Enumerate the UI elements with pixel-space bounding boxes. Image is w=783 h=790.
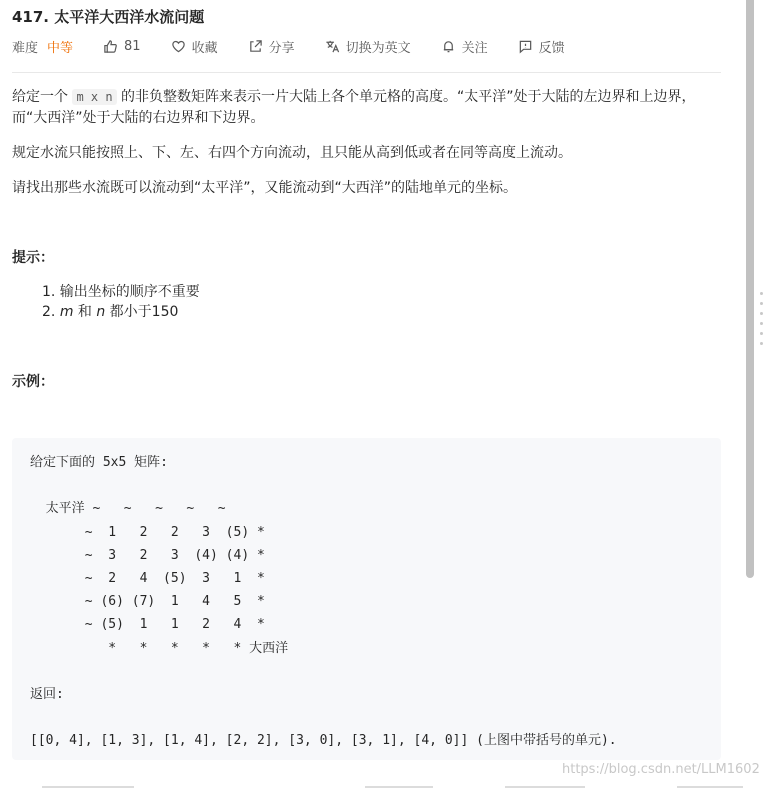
description-text: 的非负整数矩阵来表示一片大陆上各个单元格的高度。“太平洋”处于大陆的左边界和上边界，而“大西洋”处于大陆的右边界和下边界。 xyxy=(12,89,696,126)
difficulty-label: 难度 xyxy=(12,40,39,56)
hint-text: 都小于150 xyxy=(105,304,179,320)
description-paragraph-2: 规定水流只能按照上、下、左、右四个方向流动，且只能从高到低或者在同等高度上流动。 xyxy=(12,145,572,161)
hint-number: 2. xyxy=(42,304,60,320)
difficulty-badge: 中等 xyxy=(47,40,74,56)
example-heading: 示例： xyxy=(12,374,54,390)
share-icon xyxy=(248,39,263,54)
watermark-text: https://blog.csdn.net/LLM1602 xyxy=(562,762,760,777)
hint-item-1: 1. 输出坐标的顺序不重要 xyxy=(42,284,200,300)
description-text: 给定一个 xyxy=(12,89,73,105)
follow-label: 关注 xyxy=(461,40,488,56)
var-n: n xyxy=(96,304,106,320)
like-count: 81 xyxy=(124,38,141,54)
problem-title: 417. 太平洋大西洋水流问题 xyxy=(12,8,205,26)
description-paragraph-1 xyxy=(12,87,717,129)
example-code-text: 给定下面的 5x5 矩阵: 太平洋 ~ ~ ~ ~ ~ ~ 1 2 2 3 (5) * ~ 3 2 3 (4) (4) * ~ 2 4 (5) 3 1 * ~ (6) (7) 1 4 5 * ~ (5) 1 1 2 4 * * * * * * 大西洋 返回: [[0, 4], [1, 3], [1, 4], [2, 2], [3, 0], [3, 1], [4, 0]] (上图中带括号的单元). xyxy=(30,455,617,749)
bottom-toolbar-edge xyxy=(0,786,783,790)
share-label: 分享 xyxy=(268,40,295,56)
share-button[interactable] xyxy=(248,37,295,56)
heart-icon xyxy=(171,39,186,54)
translate-button[interactable] xyxy=(325,37,411,56)
feedback-label: 反馈 xyxy=(538,40,565,56)
bell-icon xyxy=(441,39,456,54)
example-code-block xyxy=(12,438,721,760)
hints-heading: 提示： xyxy=(12,250,54,266)
favorite-label: 收藏 xyxy=(191,40,218,56)
panel-resize-handle[interactable] xyxy=(760,292,764,348)
follow-button[interactable] xyxy=(441,37,488,56)
feedback-icon xyxy=(518,39,533,54)
hints-list xyxy=(42,282,200,322)
like-button[interactable] xyxy=(103,39,141,54)
inline-code-mxn: m x n xyxy=(72,89,116,105)
hint-text: 和 xyxy=(73,304,97,320)
feedback-button[interactable] xyxy=(518,37,565,56)
var-m: m xyxy=(59,304,74,320)
vertical-scrollbar-thumb[interactable] xyxy=(746,0,754,578)
header-divider xyxy=(12,72,721,73)
thumbs-up-icon xyxy=(103,39,118,54)
favorite-button[interactable] xyxy=(171,37,218,56)
translate-icon xyxy=(325,39,340,54)
description-paragraph-3: 请找出那些水流既可以流动到“太平洋”，又能流动到“大西洋”的陆地单元的坐标。 xyxy=(12,180,518,196)
hint-item-2 xyxy=(42,302,200,322)
problem-meta-bar xyxy=(12,36,595,56)
translate-label: 切换为英文 xyxy=(345,40,411,56)
